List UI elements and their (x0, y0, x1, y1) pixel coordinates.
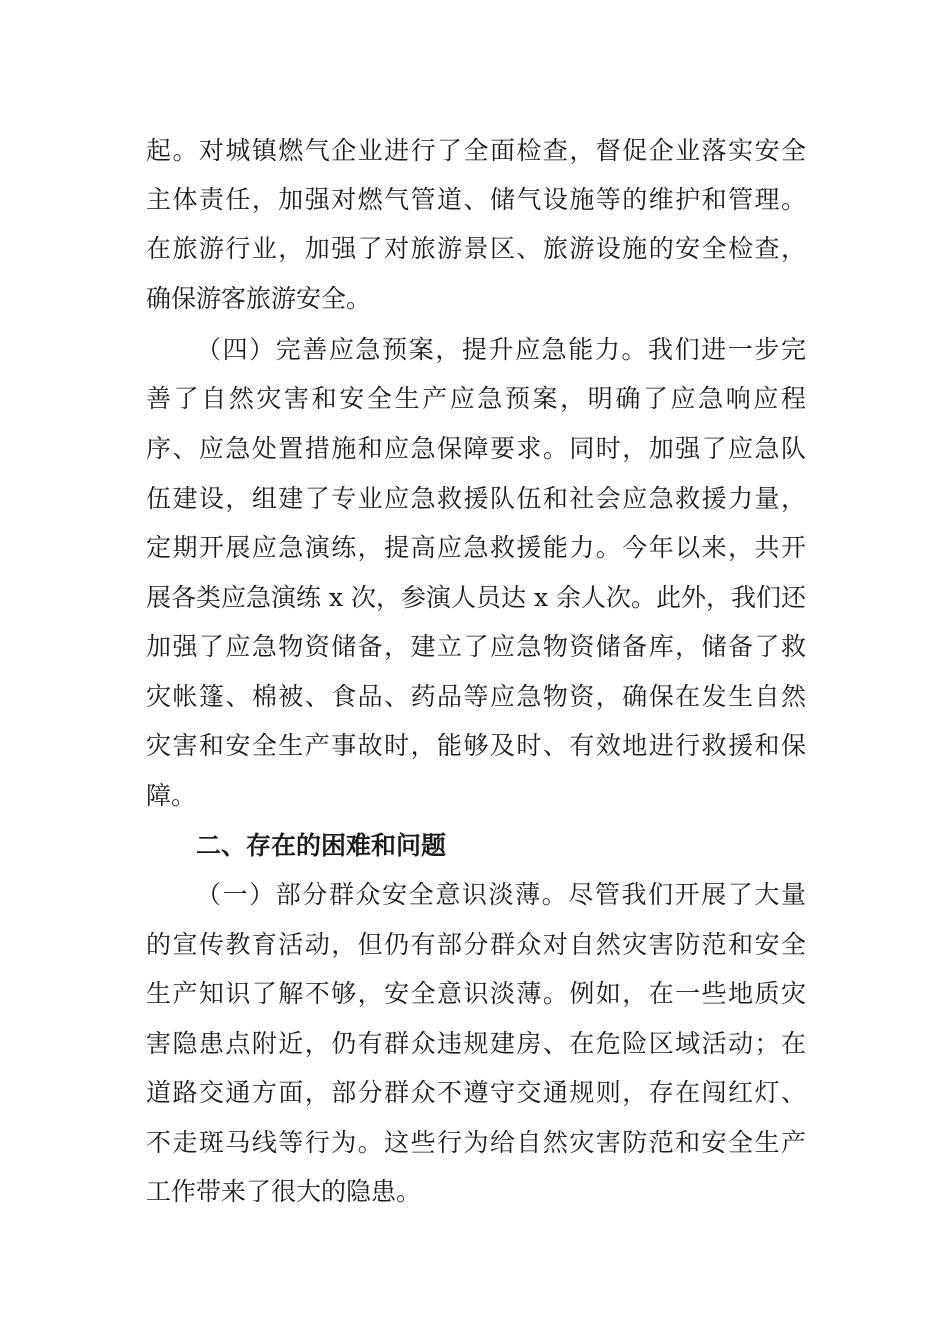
paragraph-line: 善了自然灾害和安全生产应急预案，明确了应急响应程 (146, 384, 806, 413)
paragraph-line: 起。对城镇燃气企业进行了全面检查，督促企业落实安全 (146, 136, 806, 165)
paragraph-line: 道路交通方面，部分群众不遵守交通规则，存在闯红灯、 (146, 1078, 806, 1107)
paragraph-line: 工作带来了很大的隐患。 (146, 1177, 422, 1206)
section-heading: 二、存在的困难和问题 (196, 831, 447, 860)
paragraph-line: （四）完善应急预案，提升应急能力。我们进一步完 (196, 335, 806, 364)
paragraph-line: 的宣传教育活动，但仍有部分群众对自然灾害防范和安全 (146, 930, 806, 959)
paragraph-line: 灾帐篷、棉被、食品、药品等应急物资，确保在发生自然 (146, 682, 806, 711)
paragraph-line: 展各类应急演练 x 次，参演人员达 x 余人次。此外，我们还 (146, 583, 806, 612)
paragraph-line: 不走斑马线等行为。这些行为给自然灾害防范和安全生产 (146, 1128, 806, 1157)
paragraph-line: 主体责任，加强对燃气管道、储气设施等的维护和管理。 (146, 185, 806, 214)
paragraph-line: 序、应急处置措施和应急保障要求。同时，加强了应急队 (146, 434, 806, 463)
paragraph-line: （一）部分群众安全意识淡薄。尽管我们开展了大量 (196, 880, 806, 909)
paragraph-line: 在旅游行业，加强了对旅游景区、旅游设施的安全检查， (146, 234, 806, 263)
paragraph-line: 伍建设，组建了专业应急救援队伍和社会应急救援力量， (146, 484, 806, 513)
paragraph-line: 害隐患点附近，仍有群众违规建房、在危险区域活动；在 (146, 1029, 806, 1058)
paragraph-line: 灾害和安全生产事故时，能够及时、有效地进行救援和保 (146, 731, 806, 760)
paragraph-line: 加强了应急物资储备，建立了应急物资储备库，储备了救 (146, 632, 806, 661)
paragraph-line: 定期开展应急演练，提高应急救援能力。今年以来，共开 (146, 533, 806, 562)
paragraph-line: 确保游客旅游安全。 (146, 284, 372, 313)
paragraph-line: 障。 (146, 781, 197, 810)
paragraph-line: 生产知识了解不够，安全意识淡薄。例如，在一些地质灾 (146, 979, 806, 1008)
